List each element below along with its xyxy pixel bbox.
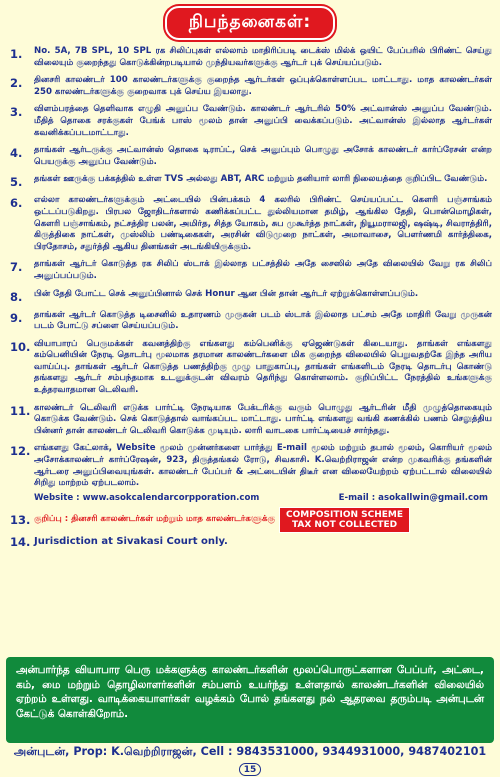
term-number: 9. [10, 310, 23, 325]
term-number: 13. [10, 513, 31, 528]
term-item-6 [10, 195, 492, 253]
term-item-4 [10, 145, 492, 168]
terms-list [10, 46, 492, 549]
page-title: நிபந்தனைகள்: [165, 6, 335, 40]
term-item-13 [10, 507, 492, 533]
contact-line: அன்புடன், Prop: K.வெற்றிராஜன், Cell : 9843531000, 9344931000, 9487402101 [13, 745, 487, 758]
term-item-2 [10, 75, 492, 98]
term-number: 14. [10, 534, 31, 549]
tax-badge-line-1: COMPOSITION SCHEME [286, 509, 404, 520]
note-label: குறிப்பு : [34, 514, 69, 525]
term-number: 8. [10, 289, 23, 304]
term-item-7 [10, 259, 492, 282]
contact-links-row [10, 493, 492, 503]
term-text: தாங்கள் ஆர்டர் கொடுத்த ரக சிலிப் ஸ்டாக் இல்லாத பட்சத்தில் அதே சைஸில் அதே விலையில் வேறு ரக சிலிப் அனுப்பப்படும். [34, 259, 492, 281]
note-text [34, 514, 275, 525]
term-item-5 [10, 174, 492, 189]
term-item-11 [10, 403, 492, 438]
term-number: 4. [10, 146, 23, 161]
website-link[interactable]: Website : www.asokcalendarcorpporation.com [34, 492, 260, 503]
term-text: காலண்டர் டெலிவரி எடுக்க பார்ட்டி நேரடியாக பேக்டரிக்கு வரும் பொழுது ஆர்டரின் மீதி முழுத்தொகையும் கொடுக்க வேண்டும். செக் கொடுத்தால் வாங்கப்பட மாட்டாது. பார்ட்டி எங்களது வங்கி கணக்கில் பணம் செலுத்திய பின்னர் தான் காலண்டர் டெலிவரி கொடுக்க முடியும். லாரி வாடகை பார்ட்டியைச் சார்ந்தது. [34, 402, 492, 436]
email-link[interactable]: E-mail : asokallwin@gmail.com [338, 492, 488, 503]
tax-badge [279, 507, 410, 533]
term-text: எங்களது கேட்லாக், Website மூலம் முன்னர்களை பார்த்து E-mail மூலம் மற்றும் தபால் மூலம், கொரியர் மூலம் அசோக்காலண்டர் கார்ப்ரேஷன், 923, திருத்தங்கல் ரோடு, சிவகாசி. K.வெற்றிராஜன் என்ற முகவரிக்கு தங்களின் ஆர்டரை அனுப்பிவையுங்கள். காலண்டர் பேப்பர் & அட்டையின் திடீர் என விலையேற்றம் ஏற்பட்டால் விலையில் சிறிது மாற்றம் ஏற்படலாம். [34, 443, 492, 489]
term-text: எல்லா காலண்டர்களுக்கும் அட்டையில் பின்பக்கம் 4 கலரில் பிரிண்ட் செய்யப்பட்ட கௌரி பஞ்சாங்கம் ஒட்டப்படுகிறது. பிரபல ஜோதிடர்களால் கணிக்கப்பட்ட துல்லியமான தமிழ், ஆங்கில தேதி, பொன்மொழிகள், கௌரி பஞ்சாங்கம், நட்சத்திர பலன், அமிர்த, சித்த யோகம், சுப முகூர்த்த நாட்கள், நியூமராலஜி, ஷஷ்டி, சிவராத்திரி, கிருத்திகை நாட்கள், முஸ்லிம் பண்டிகைகள், அரசின் விடுமுறை நாட்கள், அமாவாசை, பௌர்ணமி கார்த்திகை, பிரதோசம், சதுர்த்தி ஆகிய தினங்கள் அடங்கியிருக்கும். [34, 195, 492, 252]
term-text: Jurisdiction at Sivakasi Court only. [34, 535, 228, 547]
term-number: 11. [10, 403, 31, 418]
term-item-9 [10, 310, 492, 333]
tax-badge-line-2: TAX NOT COLLECTED [291, 519, 398, 530]
term-number: 6. [10, 196, 23, 211]
note-body: தினசரி காலண்டர்கள் மற்றும் மாத காலண்டர்களுக்கு [71, 514, 276, 525]
term-number: 3. [10, 105, 23, 120]
term-item-14 [10, 534, 492, 549]
term-text: No. 5A, 7B SPL, 10 SPL ரக சிலிப்புகள் எல்லாம் மாதிரிப்படி டைக்ஸ் மில்க் ஒயிட் பேப்பரில் பிரிண்ட் செய்து விலையும் குறைந்தது கொடுக்கின்றபடியால் முந்தியவர்களுக்கு ஆர்டர் புக் செய்யப்படும். [34, 46, 492, 68]
term-item-3 [10, 104, 492, 139]
term-item-8 [10, 289, 492, 304]
title-wrap [0, 6, 500, 40]
term-item-12 [10, 443, 492, 489]
term-number: 1. [10, 47, 23, 61]
term-item-1 [10, 46, 492, 69]
term-item-10 [10, 339, 492, 397]
term-text: பின் தேதி போட்ட செக் அனுப்பினால் செக் Honur ஆன பின் தான் ஆர்டர் ஏற்றுக்கொள்ளப்படும். [34, 288, 419, 299]
term-text: விளம்பரத்தை தெளிவாக எழுதி அனுப்ப வேண்டும். காலண்டர் ஆர்டரில் 50% அட்வான்ஸ் அனுப்ப வேண்டும். மீதித் தொகை சரக்குகள் பேங்க் பாஸ் மூலம் தான் அனுப்பி வைக்கப்படும். அட்வான்ஸ் இல்லாத ஆர்டர்கள் கவனிக்கப்படமாட்டாது. [34, 104, 492, 138]
term-number: 7. [10, 260, 23, 275]
term-text: தங்கள் ஊருக்கு பக்கத்தில் உள்ள TVS அல்லது ABT, ARC மற்றும் தனியார் லாரி நிலையத்தை குறிப்பிட வேண்டும். [34, 174, 488, 185]
term-number: 12. [10, 444, 31, 459]
term-text: வியாபாரப் பெருமக்கள் கவனத்திற்கு எங்களது கம்பெனிக்கு ஏஜெண்டுகள் கிடையாது. தாங்கள் எங்களது கம்பெனியின் நேரடி தொடர்பு மூலமாக தரமான காலண்டர்களை மிக குறைந்த விலையில் பெறுவதற்கே இந்த அரிய வாய்ப்பு. தாங்கள் ஆர்டர் கொடுத்த பணத்திற்கு முழு பாதுகாப்பு, தாங்கள் எங்களிடம் நேரடி தொடர்பு கொண்டு தங்களது ஆர்டர் சம்பந்தமாக உடனுக்குடன் விவரம் தெரிந்து கொள்ளலாம். குறிப்பிட்ட நேரத்தில் உங்களுக்கு உத்தரவாதமான டெலிவரி. [34, 338, 492, 396]
term-number: 5. [10, 175, 23, 190]
term-text: தாங்கள் ஆர்டர் கொடுத்த டிசைனில் உதாரணம் முருகன் படம் ஸ்டாக் இல்லாத பட்சம் அதே மாதிரி வேறு முருகன் படம் போட்டு சப்ளை செய்யப்படும். [34, 309, 492, 332]
term-text: தினசரி காலண்டர் 100 காலண்டர்களுக்கு குறைந்த ஆர்டர்கள் ஒப்புக்கொள்ளப்பட மாட்டாது. மாத காலண்டர்கள் 250 காலண்டர்களுக்கு குறைவாக புக் செய்ய இயலாது. [34, 75, 492, 97]
term-number: 2. [10, 76, 23, 91]
term-number: 10. [10, 339, 31, 354]
appeal-banner: அன்பார்ந்த வியாபார பெரு மக்களுக்கு காலண்டர்களின் மூலப்பொருட்களான பேப்பர், அட்டை, கம், மை மற்றும் தொழிலாளர்களின் சம்பளம் உயர்ந்து உள்ளதால் காலண்டர்களின் விலையில் ஏற்றம் உள்ளது. வாடிக்கையாளர்கள் வழக்கம் போல் தங்களது நல் ஆதரவை தரும்படி அன்புடன் கேட்டுக் கொள்கிறோம். [6, 657, 494, 743]
page-number: 15 [239, 763, 261, 776]
term-text: தாங்கள் ஆர்டருக்கு அட்வான்ஸ் தொகை டிராப்ட், செக் அனுப்பும் பொழுது அசோக் காலண்டர் கார்ப்ரேசன் என்ற பெயருக்கு அனுப்ப வேண்டும். [34, 145, 492, 167]
